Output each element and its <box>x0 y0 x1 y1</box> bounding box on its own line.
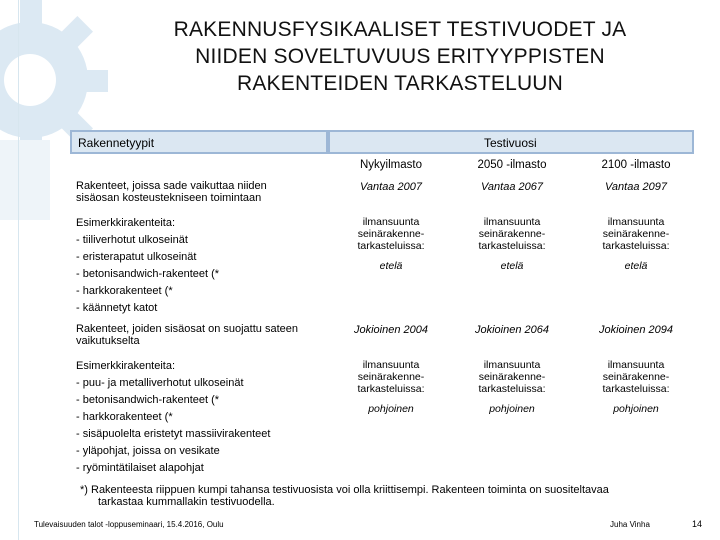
list-item: - sisäpuolelta eristetyt massiivirakenteet <box>76 428 271 440</box>
group-2-year-2050: Jokioinen 2064 <box>474 324 549 336</box>
list-item: - betonisandwich-rakenteet (* <box>76 394 220 406</box>
group-2-note-2050: ilmansuunta seinärakenne- tarkasteluissa: pohjoinen <box>450 359 574 415</box>
col-header-structure-types <box>70 130 328 154</box>
group-2-note-current: ilmansuunta seinärakenne- tarkasteluissa: pohjoinen <box>332 359 450 415</box>
footer-event: Tulevaisuuden talot -loppuseminaari, 15.4.2016, Oulu <box>34 520 224 529</box>
direction-label: pohjoinen <box>613 403 659 415</box>
examples-heading: Esimerkkirakenteita: <box>76 217 176 229</box>
group-1-note-2050: ilmansuunta seinärakenne- tarkasteluissa: etelä <box>450 216 574 272</box>
test-year-table <box>70 130 694 479</box>
group-1-examples <box>76 215 326 317</box>
group-2-examples <box>76 358 332 477</box>
list-item: - betonisandwich-rakenteet (* <box>76 268 220 280</box>
group-1-note-current: ilmansuunta seinärakenne- tarkasteluissa: etelä <box>332 216 450 272</box>
group-1-year-current: Vantaa 2007 <box>360 181 422 193</box>
col-header-label: Rakennetyypit <box>78 136 155 150</box>
list-item: - harkkorakenteet (* <box>76 285 173 297</box>
group-1-note-2100: ilmansuunta seinärakenne- tarkasteluissa: etelä <box>574 216 698 272</box>
group-2-year-2100: Jokioinen 2094 <box>598 324 673 336</box>
title-line-1: RAKENNUSFYSIKAALISET TESTIVUODET JA <box>173 18 627 41</box>
group-1-year-2050: Vantaa 2067 <box>481 181 543 193</box>
group-1-description: Rakenteet, joissa sade vaikuttaa niiden sisäosan kosteustekniseen toimintaan <box>76 180 267 204</box>
sub-header-2050-climate: 2050 -ilmasto <box>477 159 547 171</box>
page-number: 14 <box>692 519 703 529</box>
list-item: - harkkorakenteet (* <box>76 411 173 423</box>
direction-label: etelä <box>500 260 524 272</box>
group-2-description: Rakenteet, joiden sisäosat on suojattu sateen vaikutukselta <box>76 323 298 347</box>
list-item: - yläpohjat, joissa on vesikate <box>76 445 220 457</box>
group-2-year-current: Jokioinen 2004 <box>353 324 428 336</box>
sub-header-2100-climate: 2100 -ilmasto <box>601 159 671 171</box>
col-header-label: Testivuosi <box>484 136 537 150</box>
page-title <box>120 16 680 97</box>
footnote <box>80 484 680 508</box>
direction-label: etelä <box>624 260 648 272</box>
group-1-year-2100: Vantaa 2097 <box>605 181 667 193</box>
list-item: - ryömintätilaiset alapohjat <box>76 462 204 474</box>
footnote-line-2: tarkastaa kummallakin testivuodella. <box>98 496 275 508</box>
list-item: - käännetyt katot <box>76 302 158 314</box>
list-item: - eristerapatut ulkoseinät <box>76 251 197 263</box>
group-2-note-2100: ilmansuunta seinärakenne- tarkasteluissa: pohjoinen <box>574 359 698 415</box>
footnote-line-1: *) Rakenteesta riippuen kumpi tahansa testivuosista voi olla kriittisempi. Rakenteen toiminta on suositeltavaa <box>80 484 609 496</box>
list-item: - puu- ja metalliverhotut ulkoseinät <box>76 377 244 389</box>
footer-author: Juha Vinha <box>610 520 650 529</box>
examples-heading: Esimerkkirakenteita: <box>76 360 176 372</box>
guide-line <box>18 0 19 540</box>
direction-label: etelä <box>379 260 403 272</box>
title-line-3: RAKENTEIDEN TARKASTELUUN <box>236 72 564 95</box>
sub-header-current-climate: Nykyilmasto <box>360 159 422 171</box>
col-header-test-year <box>328 130 694 154</box>
list-item: - tiiliverhotut ulkoseinät <box>76 234 188 246</box>
direction-label: pohjoinen <box>489 403 535 415</box>
title-line-2: NIIDEN SOVELTUVUUS ERITYYPPISTEN <box>195 45 605 68</box>
direction-label: pohjoinen <box>368 403 414 415</box>
